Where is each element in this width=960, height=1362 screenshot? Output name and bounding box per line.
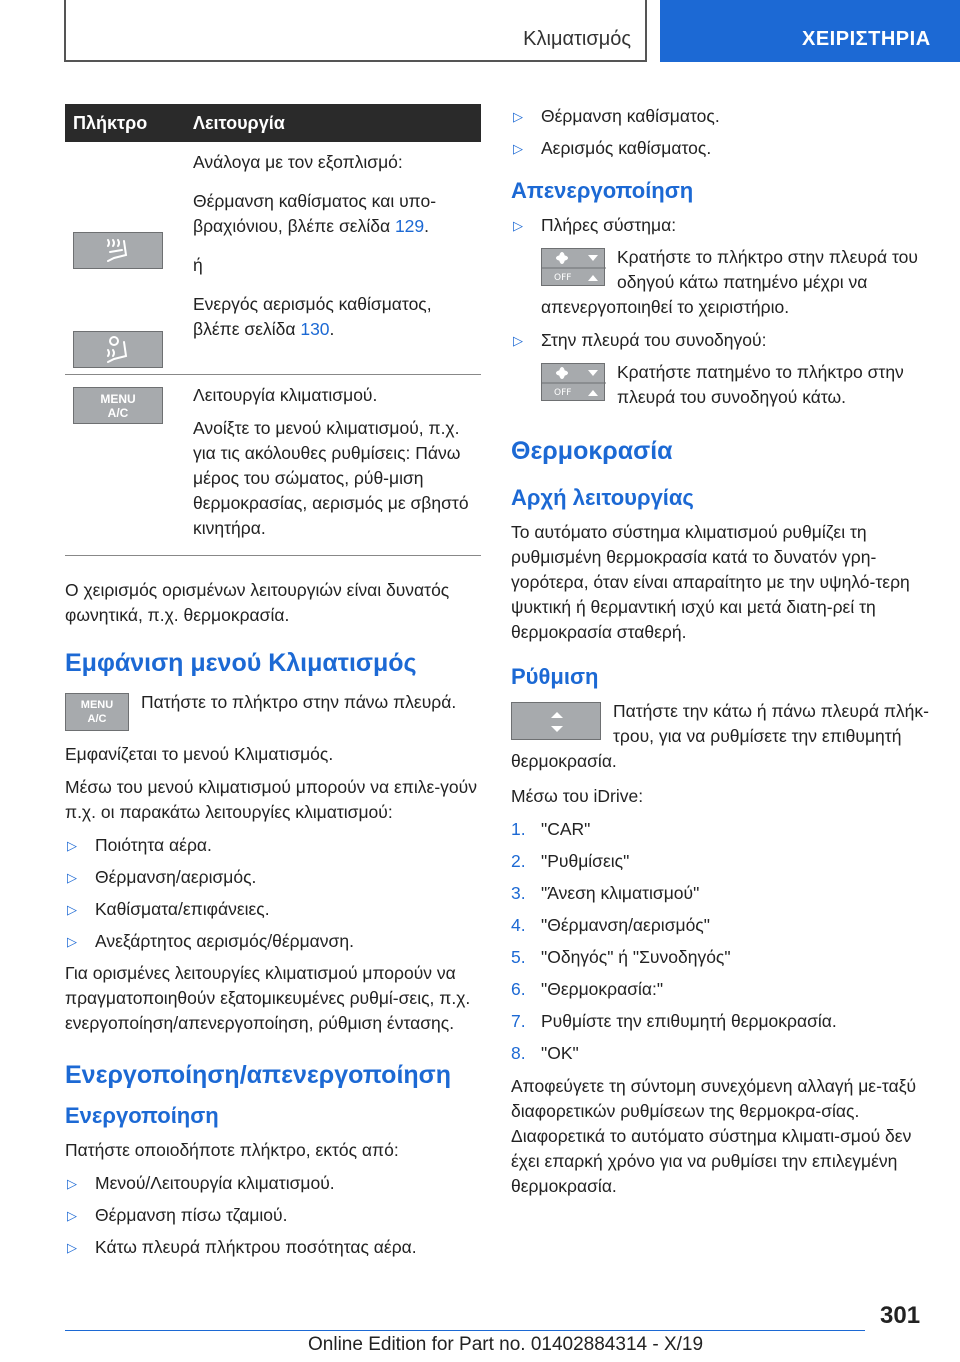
list-item: ▷ Θέρμανση/αερισμός.	[65, 865, 481, 890]
heading-off: Απενεργοποίηση	[511, 178, 694, 203]
header-section-title: Κλιματισμός	[523, 28, 631, 50]
setting-row	[511, 699, 931, 774]
heading-temperature: Θερμοκρασία	[511, 437, 673, 465]
page-link-130[interactable]: 130	[300, 319, 330, 339]
idrive-text: Μέσω του iDrive:	[511, 786, 644, 806]
key-function-table	[65, 104, 481, 556]
setting-text: Πατήστε την κάτω ή πάνω πλευρά πλήκ-τρου, για να ρυθμίσετε την επιθυμητή θερμοκρασία.	[511, 701, 929, 771]
col-function-header: Λειτουργία	[185, 104, 481, 142]
temp-updown-button-icon	[511, 702, 601, 740]
triangle-bullet-icon: ▷	[513, 109, 523, 124]
triangle-bullet-icon: ▷	[67, 934, 77, 949]
on-text: Πατήστε οποιοδήποτε πλήκτρο, εκτός από:	[65, 1140, 399, 1160]
principle-text: Το αυτόματο σύστημα κλιματισμού ρυθμίζει τη ρυθμισμένη θερμοκρασία κατά το δυνατόν γρη-γορότερα, όταν είναι απαραίτητο με την υψηλό-τερη ψυκτική ή θερμαντική ισχύ και μετά διατη-ρεί τη θερμοκρασία σταθερή.	[511, 522, 910, 642]
menu-ac-button-icon	[73, 387, 163, 424]
fan-off-label: OFF	[554, 388, 572, 398]
menu-press-text: Πατήστε το πλήκτρο στην πάνω πλευρά.	[141, 692, 457, 712]
list-item: ▷ Στην πλευρά του συνοδηγού:	[511, 328, 931, 353]
page-link-129[interactable]: 129	[394, 216, 425, 236]
fan-off-button-icon	[541, 248, 605, 286]
right-column	[511, 104, 931, 1207]
menu-items-list	[65, 833, 481, 954]
list-item: ▷ Θέρμανση καθίσματος.	[511, 104, 931, 129]
list-item: ▷ Πλήρες σύστημα:	[511, 213, 931, 238]
header-chapter-tab[interactable]	[660, 0, 960, 62]
heading-onoff: Ενεργοποίηση/απενεργοποίηση	[65, 1061, 452, 1089]
col-key-header: Πλήκτρο	[65, 104, 185, 142]
list-item: ▷ Ανεξάρτητος αερισμός/θέρμανση.	[65, 929, 481, 954]
list-item: 3. "Άνεση κλιματισμού"	[511, 883, 700, 903]
list-item: ▷ Καθίσματα/επιφάνειες.	[65, 897, 481, 922]
list-item: 4. "Θέρμανση/αερισμός"	[511, 915, 710, 935]
left-column	[65, 104, 481, 1267]
table-function-cell	[185, 142, 481, 375]
list-item: ▷ Μενού/Λειτουργία κλιματισμού.	[65, 1171, 481, 1196]
triangle-bullet-icon: ▷	[67, 1176, 77, 1191]
triangle-bullet-icon: ▷	[513, 333, 523, 348]
list-item: ▷ Ποιότητα αέρα.	[65, 833, 481, 858]
heading-principle: Αρχή λειτουργίας	[511, 485, 694, 510]
table-function-cell	[185, 375, 481, 556]
menu-ac-label-top: MENU	[100, 392, 136, 406]
off-full-row	[511, 245, 931, 320]
row1-heat-text: Θέρμανση καθίσματος και υπο-βραχιόνιου, βλέπε σελίδα 129.	[193, 191, 437, 236]
menu-shown-text: Εμφανίζεται το μενού Κλιματισμός.	[65, 744, 334, 764]
triangle-bullet-icon: ▷	[67, 870, 77, 885]
triangle-bullet-icon: ▷	[513, 218, 523, 233]
row1-intro: Ανάλογα με τον εξοπλισμό:	[193, 152, 403, 172]
page-number: 301	[880, 1302, 921, 1329]
menu-ac-label-bottom: A/C	[107, 406, 129, 420]
row2-text: Ανοίξτε το μενού κλιματισμού, π.χ. για τις ακόλουθες ρυθμίσεις: Πάνω μέρος του σώματος, ρύθ-μιση θερμοκρασίας, αερισμός με σβηστό κινητήρα.	[193, 418, 469, 538]
individual-settings-text: Για ορισμένες λειτουργίες κλιματισμού μπορούν να πραγματοποιηθούν εξατομικευμένες ρυθμί-σεις, π.χ. ενεργοποίηση/απενεργοποίηση, ρύθμιση έντασης.	[65, 963, 471, 1033]
continued-items-list	[511, 104, 931, 161]
list-item: 7. Ρυθμίστε την επιθυμητή θερμοκρασία.	[511, 1011, 837, 1031]
heading-on: Ενεργοποίηση	[65, 1103, 219, 1128]
list-item: 5. "Οδηγός" ή "Συνοδηγός"	[511, 947, 731, 967]
menu-ac-label-top: MENU	[80, 699, 114, 711]
off-passenger-row	[511, 360, 931, 410]
footer-edition: Online Edition for Part no. 01402884314 - X/19	[308, 1334, 704, 1355]
table-icon-cell	[65, 375, 185, 556]
table-icon-cell	[65, 142, 185, 375]
off-full-text: Κρατήστε το πλήκτρο στην πλευρά του οδηγού κάτω πατημένο μέχρι να απενεργοποιηθεί το χειριστήριο.	[541, 247, 918, 317]
off-list	[511, 213, 931, 238]
triangle-bullet-icon: ▷	[67, 838, 77, 853]
off-list	[511, 328, 931, 353]
row1-vent-text: Ενεργός αερισμός καθίσματος, βλέπε σελίδα 130.	[193, 294, 432, 339]
list-item: 6. "Θερμοκρασία:"	[511, 979, 664, 999]
fan-off-button-icon	[541, 363, 605, 401]
list-item: 1. "CAR"	[511, 819, 591, 839]
table-row	[65, 142, 481, 375]
row1-or: ή	[193, 255, 203, 275]
menu-via-text: Μέσω του μενού κλιματισμού μπορούν να επιλε-γούν π.χ. οι παρακάτω λειτουργίες κλιματισμού:	[65, 777, 477, 822]
table-row	[65, 375, 481, 556]
triangle-bullet-icon: ▷	[67, 1240, 77, 1255]
triangle-bullet-icon: ▷	[67, 1208, 77, 1223]
footer-divider	[65, 1330, 865, 1331]
menu-ac-label-bottom: A/C	[87, 713, 107, 725]
triangle-bullet-icon: ▷	[67, 902, 77, 917]
list-item: ▷ Κάτω πλευρά πλήκτρου ποσότητας αέρα.	[65, 1235, 481, 1260]
menu-ac-button-icon	[65, 693, 129, 731]
voice-note: Ο χειρισμός ορισμένων λειτουργιών είναι δυνατός φωνητικά, π.χ. θερμοκρασία.	[65, 580, 450, 625]
avoid-text: Αποφεύγετε τη σύντομη συνεχόμενη αλλαγή με-ταξύ διαφορετικών ρυθμίσεων της θερμοκρα-σίας. Διαφορετικά το αυτόματο σύστημα κλιματι-σμού δεν έχει επαρκή χρόνο για να ρυθμίσει την επιλεγμένη θερμοκρασία.	[511, 1076, 917, 1196]
seat-heating-button-icon	[73, 232, 163, 269]
menu-press-row	[65, 690, 481, 734]
table-header-row	[65, 104, 481, 142]
list-item: ▷ Αερισμός καθίσματος.	[511, 136, 931, 161]
list-item: 2. "Ρυθμίσεις"	[511, 851, 630, 871]
on-items-list	[65, 1171, 481, 1260]
heading-menu: Εμφάνιση μενού Κλιματισμός	[65, 649, 417, 677]
list-item: 8. "OK"	[511, 1043, 579, 1063]
header-section-box	[64, 0, 647, 62]
row2-title: Λειτουργία κλιματισμού.	[193, 385, 378, 405]
header-chapter-title: ΧΕΙΡΙΣΤΗΡΙΑ	[802, 28, 931, 50]
list-item: ▷ Θέρμανση πίσω τζαμιού.	[65, 1203, 481, 1228]
fan-off-label: OFF	[554, 273, 572, 283]
seat-ventilation-button-icon	[73, 331, 163, 368]
heading-setting: Ρύθμιση	[511, 664, 599, 689]
off-passenger-text: Κρατήστε πατημένο το πλήκτρο στην πλευρά του συνοδηγού κάτω.	[617, 362, 904, 407]
steps-list	[511, 817, 931, 1066]
triangle-bullet-icon: ▷	[513, 141, 523, 156]
